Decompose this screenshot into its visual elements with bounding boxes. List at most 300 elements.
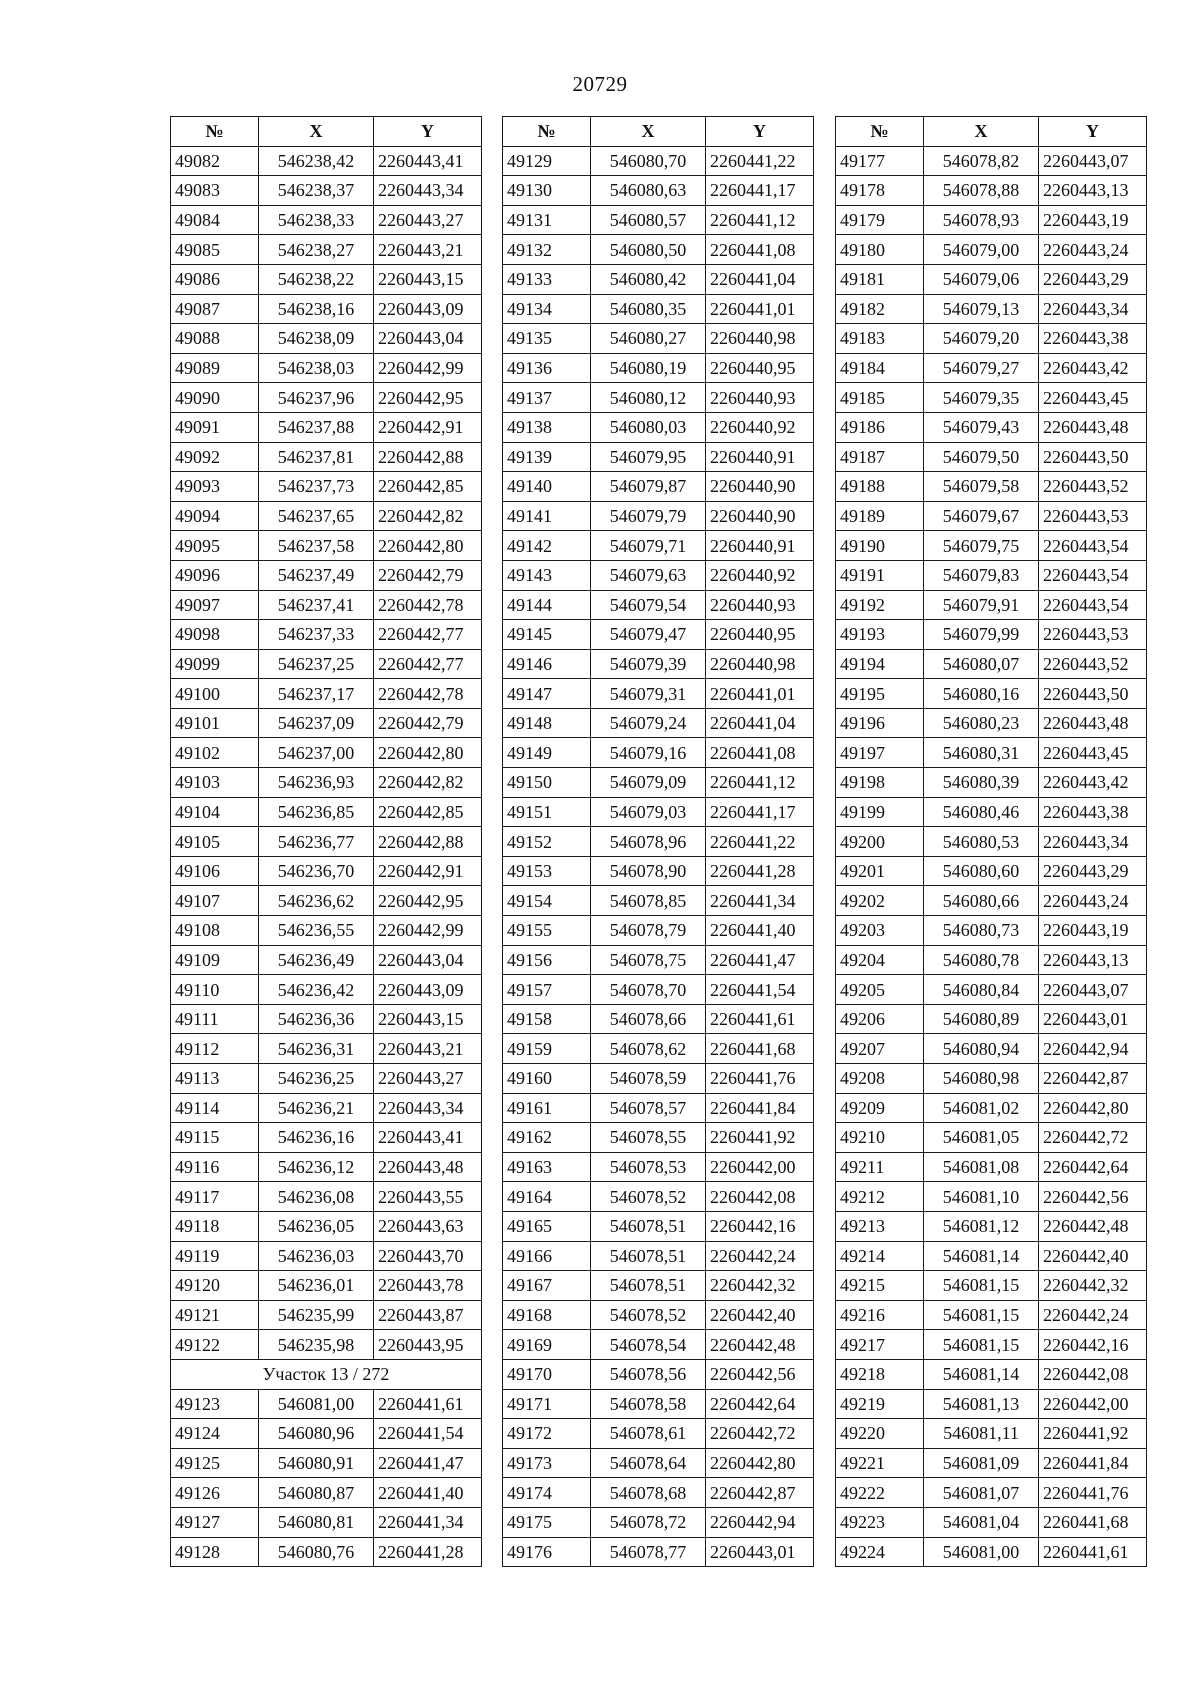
point-number: 49104 — [171, 797, 259, 827]
point-number: 49180 — [836, 235, 924, 265]
point-number: 49110 — [171, 975, 259, 1005]
point-number: 49183 — [836, 324, 924, 354]
table-row — [836, 383, 1147, 413]
point-number: 49108 — [171, 916, 259, 946]
point-number: 49085 — [171, 235, 259, 265]
header-number: № — [836, 117, 924, 147]
y-coordinate: 2260441,61 — [374, 1389, 482, 1419]
y-coordinate: 2260441,76 — [1039, 1478, 1147, 1508]
point-number: 49159 — [503, 1034, 591, 1064]
table-row — [836, 1182, 1147, 1212]
x-coordinate: 546079,63 — [591, 560, 706, 590]
y-coordinate: 2260442,95 — [374, 886, 482, 916]
point-number: 49195 — [836, 679, 924, 709]
point-number: 49133 — [503, 264, 591, 294]
point-number: 49163 — [503, 1152, 591, 1182]
y-coordinate: 2260441,92 — [706, 1123, 814, 1153]
point-number: 49100 — [171, 679, 259, 709]
y-coordinate: 2260443,41 — [374, 146, 482, 176]
point-number: 49188 — [836, 472, 924, 502]
table-row — [503, 886, 814, 916]
table-row — [836, 768, 1147, 798]
y-coordinate: 2260442,48 — [1039, 1211, 1147, 1241]
x-coordinate: 546078,96 — [591, 827, 706, 857]
y-coordinate: 2260441,92 — [1039, 1419, 1147, 1449]
point-number: 49114 — [171, 1093, 259, 1123]
table-row — [171, 649, 482, 679]
y-coordinate: 2260442,91 — [374, 856, 482, 886]
y-coordinate: 2260443,95 — [374, 1330, 482, 1360]
table-row — [836, 945, 1147, 975]
table-row — [503, 768, 814, 798]
table-body — [836, 146, 1147, 1567]
x-coordinate: 546080,94 — [924, 1034, 1039, 1064]
y-coordinate: 2260443,13 — [1039, 176, 1147, 206]
y-coordinate: 2260440,90 — [706, 501, 814, 531]
y-coordinate: 2260441,01 — [706, 294, 814, 324]
x-coordinate: 546078,77 — [591, 1537, 706, 1567]
y-coordinate: 2260442,64 — [706, 1389, 814, 1419]
y-coordinate: 2260441,01 — [706, 679, 814, 709]
header-x: X — [591, 117, 706, 147]
point-number: 49149 — [503, 738, 591, 768]
y-coordinate: 2260442,08 — [706, 1182, 814, 1212]
x-coordinate: 546236,25 — [259, 1064, 374, 1094]
x-coordinate: 546081,08 — [924, 1152, 1039, 1182]
point-number: 49127 — [171, 1507, 259, 1537]
table-row — [503, 383, 814, 413]
point-number: 49172 — [503, 1419, 591, 1449]
point-number: 49102 — [171, 738, 259, 768]
x-coordinate: 546079,47 — [591, 620, 706, 650]
point-number: 49124 — [171, 1419, 259, 1449]
x-coordinate: 546080,96 — [259, 1419, 374, 1449]
y-coordinate: 2260442,95 — [374, 383, 482, 413]
point-number: 49182 — [836, 294, 924, 324]
table-row — [503, 294, 814, 324]
point-number: 49158 — [503, 1004, 591, 1034]
y-coordinate: 2260443,54 — [1039, 531, 1147, 561]
x-coordinate: 546081,15 — [924, 1300, 1039, 1330]
y-coordinate: 2260443,63 — [374, 1211, 482, 1241]
point-number: 49173 — [503, 1448, 591, 1478]
y-coordinate: 2260443,24 — [1039, 886, 1147, 916]
table-row — [836, 1507, 1147, 1537]
table-row — [171, 708, 482, 738]
y-coordinate: 2260442,24 — [706, 1241, 814, 1271]
y-coordinate: 2260443,48 — [1039, 708, 1147, 738]
point-number: 49204 — [836, 945, 924, 975]
x-coordinate: 546079,79 — [591, 501, 706, 531]
x-coordinate: 546078,52 — [591, 1300, 706, 1330]
x-coordinate: 546237,81 — [259, 442, 374, 472]
point-number: 49096 — [171, 560, 259, 590]
table-row — [171, 324, 482, 354]
point-number: 49106 — [171, 856, 259, 886]
x-coordinate: 546079,09 — [591, 768, 706, 798]
point-number: 49198 — [836, 768, 924, 798]
table-row — [836, 264, 1147, 294]
table-row — [503, 1093, 814, 1123]
x-coordinate: 546079,91 — [924, 590, 1039, 620]
x-coordinate: 546237,41 — [259, 590, 374, 620]
x-coordinate: 546079,03 — [591, 797, 706, 827]
x-coordinate: 546080,23 — [924, 708, 1039, 738]
y-coordinate: 2260441,08 — [706, 738, 814, 768]
x-coordinate: 546080,42 — [591, 264, 706, 294]
x-coordinate: 546080,60 — [924, 856, 1039, 886]
y-coordinate: 2260442,80 — [374, 531, 482, 561]
point-number: 49168 — [503, 1300, 591, 1330]
x-coordinate: 546081,07 — [924, 1478, 1039, 1508]
y-coordinate: 2260443,52 — [1039, 649, 1147, 679]
x-coordinate: 546080,16 — [924, 679, 1039, 709]
table-row — [503, 975, 814, 1005]
y-coordinate: 2260441,40 — [706, 916, 814, 946]
point-number: 49146 — [503, 649, 591, 679]
x-coordinate: 546079,95 — [591, 442, 706, 472]
y-coordinate: 2260441,22 — [706, 827, 814, 857]
header-number: № — [503, 117, 591, 147]
table-row — [171, 1271, 482, 1301]
point-number: 49089 — [171, 353, 259, 383]
table-row — [171, 768, 482, 798]
table-row — [171, 472, 482, 502]
point-number: 49209 — [836, 1093, 924, 1123]
x-coordinate: 546238,42 — [259, 146, 374, 176]
point-number: 49105 — [171, 827, 259, 857]
table-row — [171, 383, 482, 413]
x-coordinate: 546079,31 — [591, 679, 706, 709]
table-row — [503, 1123, 814, 1153]
x-coordinate: 546081,09 — [924, 1448, 1039, 1478]
point-number: 49223 — [836, 1507, 924, 1537]
x-coordinate: 546079,58 — [924, 472, 1039, 502]
table-row — [836, 886, 1147, 916]
y-coordinate: 2260441,08 — [706, 235, 814, 265]
y-coordinate: 2260443,04 — [374, 945, 482, 975]
point-number: 49200 — [836, 827, 924, 857]
point-number: 49136 — [503, 353, 591, 383]
y-coordinate: 2260442,88 — [374, 827, 482, 857]
y-coordinate: 2260442,88 — [374, 442, 482, 472]
header-x: X — [924, 117, 1039, 147]
point-number: 49098 — [171, 620, 259, 650]
table-row — [503, 353, 814, 383]
point-number: 49135 — [503, 324, 591, 354]
point-number: 49197 — [836, 738, 924, 768]
y-coordinate: 2260440,91 — [706, 442, 814, 472]
table-row — [503, 531, 814, 561]
table-row — [171, 945, 482, 975]
point-number: 49215 — [836, 1271, 924, 1301]
y-coordinate: 2260443,07 — [1039, 146, 1147, 176]
y-coordinate: 2260443,41 — [374, 1123, 482, 1153]
point-number: 49087 — [171, 294, 259, 324]
point-number: 49118 — [171, 1211, 259, 1241]
x-coordinate: 546080,91 — [259, 1448, 374, 1478]
y-coordinate: 2260442,56 — [1039, 1182, 1147, 1212]
y-coordinate: 2260443,19 — [1039, 916, 1147, 946]
x-coordinate: 546080,76 — [259, 1537, 374, 1567]
x-coordinate: 546078,58 — [591, 1389, 706, 1419]
y-coordinate: 2260442,80 — [374, 738, 482, 768]
point-number: 49088 — [171, 324, 259, 354]
y-coordinate: 2260442,08 — [1039, 1359, 1147, 1389]
point-number: 49139 — [503, 442, 591, 472]
point-number: 49147 — [503, 679, 591, 709]
point-number: 49210 — [836, 1123, 924, 1153]
table-row — [503, 945, 814, 975]
y-coordinate: 2260442,94 — [1039, 1034, 1147, 1064]
x-coordinate: 546238,09 — [259, 324, 374, 354]
table-row — [171, 1241, 482, 1271]
point-number: 49145 — [503, 620, 591, 650]
y-coordinate: 2260440,92 — [706, 412, 814, 442]
table-row — [171, 856, 482, 886]
point-number: 49179 — [836, 205, 924, 235]
y-coordinate: 2260442,64 — [1039, 1152, 1147, 1182]
header-y: Y — [374, 117, 482, 147]
y-coordinate: 2260442,40 — [706, 1300, 814, 1330]
table-row — [503, 1211, 814, 1241]
y-coordinate: 2260440,95 — [706, 620, 814, 650]
y-coordinate: 2260442,99 — [374, 916, 482, 946]
x-coordinate: 546079,16 — [591, 738, 706, 768]
x-coordinate: 546081,13 — [924, 1389, 1039, 1419]
x-coordinate: 546079,27 — [924, 353, 1039, 383]
y-coordinate: 2260440,90 — [706, 472, 814, 502]
x-coordinate: 546078,90 — [591, 856, 706, 886]
point-number: 49103 — [171, 768, 259, 798]
x-coordinate: 546080,89 — [924, 1004, 1039, 1034]
section-header-row — [171, 1359, 482, 1389]
page-number: 20729 — [572, 72, 628, 96]
point-number: 49187 — [836, 442, 924, 472]
y-coordinate: 2260443,34 — [1039, 827, 1147, 857]
x-coordinate: 546081,15 — [924, 1330, 1039, 1360]
y-coordinate: 2260443,48 — [374, 1152, 482, 1182]
table-row — [836, 472, 1147, 502]
x-coordinate: 546080,84 — [924, 975, 1039, 1005]
x-coordinate: 546080,07 — [924, 649, 1039, 679]
x-coordinate: 546235,98 — [259, 1330, 374, 1360]
x-coordinate: 546237,09 — [259, 708, 374, 738]
y-coordinate: 2260440,95 — [706, 353, 814, 383]
table-row — [171, 235, 482, 265]
y-coordinate: 2260442,00 — [706, 1152, 814, 1182]
table-row — [171, 827, 482, 857]
table-row — [503, 590, 814, 620]
table-row — [171, 1330, 482, 1360]
point-number: 49131 — [503, 205, 591, 235]
y-coordinate: 2260443,48 — [1039, 412, 1147, 442]
point-number: 49115 — [171, 1123, 259, 1153]
table-row — [836, 1448, 1147, 1478]
table-row — [503, 412, 814, 442]
point-number: 49165 — [503, 1211, 591, 1241]
table-row — [171, 531, 482, 561]
x-coordinate: 546078,66 — [591, 1004, 706, 1034]
point-number: 49170 — [503, 1359, 591, 1389]
y-coordinate: 2260443,21 — [374, 1034, 482, 1064]
table-header-row — [171, 117, 482, 147]
x-coordinate: 546080,31 — [924, 738, 1039, 768]
x-coordinate: 546079,00 — [924, 235, 1039, 265]
point-number: 49150 — [503, 768, 591, 798]
table-row — [836, 1034, 1147, 1064]
point-number: 49214 — [836, 1241, 924, 1271]
table-row — [836, 531, 1147, 561]
y-coordinate: 2260443,38 — [1039, 324, 1147, 354]
table-row — [503, 679, 814, 709]
y-coordinate: 2260442,87 — [706, 1478, 814, 1508]
y-coordinate: 2260442,78 — [374, 590, 482, 620]
table-body — [171, 146, 482, 1567]
x-coordinate: 546238,03 — [259, 353, 374, 383]
point-number: 49224 — [836, 1537, 924, 1567]
table-row — [503, 1448, 814, 1478]
x-coordinate: 546078,72 — [591, 1507, 706, 1537]
x-coordinate: 546078,61 — [591, 1419, 706, 1449]
x-coordinate: 546080,53 — [924, 827, 1039, 857]
y-coordinate: 2260442,85 — [374, 472, 482, 502]
x-coordinate: 546237,49 — [259, 560, 374, 590]
table-row — [503, 146, 814, 176]
y-coordinate: 2260441,54 — [706, 975, 814, 1005]
x-coordinate: 546081,00 — [924, 1537, 1039, 1567]
table-row — [836, 1004, 1147, 1034]
table-row — [171, 353, 482, 383]
x-coordinate: 546081,10 — [924, 1182, 1039, 1212]
point-number: 49141 — [503, 501, 591, 531]
x-coordinate: 546080,50 — [591, 235, 706, 265]
x-coordinate: 546079,54 — [591, 590, 706, 620]
y-coordinate: 2260442,91 — [374, 412, 482, 442]
y-coordinate: 2260443,34 — [374, 1093, 482, 1123]
point-number: 49142 — [503, 531, 591, 561]
y-coordinate: 2260443,50 — [1039, 679, 1147, 709]
point-number: 49116 — [171, 1152, 259, 1182]
y-coordinate: 2260442,82 — [374, 501, 482, 531]
y-coordinate: 2260441,22 — [706, 146, 814, 176]
x-coordinate: 546078,93 — [924, 205, 1039, 235]
x-coordinate: 546078,56 — [591, 1359, 706, 1389]
table-row — [171, 886, 482, 916]
point-number: 49123 — [171, 1389, 259, 1419]
table-row — [836, 916, 1147, 946]
table-row — [171, 1064, 482, 1094]
point-number: 49184 — [836, 353, 924, 383]
y-coordinate: 2260441,61 — [706, 1004, 814, 1034]
y-coordinate: 2260443,42 — [1039, 768, 1147, 798]
y-coordinate: 2260443,15 — [374, 1004, 482, 1034]
y-coordinate: 2260443,15 — [374, 264, 482, 294]
table-row — [171, 1034, 482, 1064]
point-number: 49185 — [836, 383, 924, 413]
table-row — [503, 1034, 814, 1064]
x-coordinate: 546238,33 — [259, 205, 374, 235]
table-row — [836, 1241, 1147, 1271]
x-coordinate: 546236,42 — [259, 975, 374, 1005]
table-row — [503, 472, 814, 502]
x-coordinate: 546078,82 — [924, 146, 1039, 176]
y-coordinate: 2260443,34 — [1039, 294, 1147, 324]
y-coordinate: 2260443,34 — [374, 176, 482, 206]
x-coordinate: 546238,37 — [259, 176, 374, 206]
x-coordinate: 546236,93 — [259, 768, 374, 798]
table-row — [503, 649, 814, 679]
point-number: 49201 — [836, 856, 924, 886]
y-coordinate: 2260442,72 — [1039, 1123, 1147, 1153]
table-row — [171, 146, 482, 176]
x-coordinate: 546081,12 — [924, 1211, 1039, 1241]
y-coordinate: 2260441,68 — [706, 1034, 814, 1064]
x-coordinate: 546078,51 — [591, 1241, 706, 1271]
y-coordinate: 2260442,82 — [374, 768, 482, 798]
table-row — [836, 501, 1147, 531]
x-coordinate: 546081,11 — [924, 1419, 1039, 1449]
table-header-row — [503, 117, 814, 147]
point-number: 49222 — [836, 1478, 924, 1508]
y-coordinate: 2260441,47 — [706, 945, 814, 975]
point-number: 49205 — [836, 975, 924, 1005]
x-coordinate: 546081,14 — [924, 1241, 1039, 1271]
y-coordinate: 2260443,55 — [374, 1182, 482, 1212]
y-coordinate: 2260442,80 — [1039, 1093, 1147, 1123]
point-number: 49086 — [171, 264, 259, 294]
y-coordinate: 2260443,29 — [1039, 264, 1147, 294]
point-number: 49109 — [171, 945, 259, 975]
table-row — [836, 442, 1147, 472]
y-coordinate: 2260443,29 — [1039, 856, 1147, 886]
y-coordinate: 2260442,85 — [374, 797, 482, 827]
x-coordinate: 546236,01 — [259, 1271, 374, 1301]
coordinates-table-2 — [502, 116, 814, 1567]
point-number: 49113 — [171, 1064, 259, 1094]
table-row — [836, 1093, 1147, 1123]
x-coordinate: 546236,55 — [259, 916, 374, 946]
table-row — [836, 1419, 1147, 1449]
y-coordinate: 2260441,12 — [706, 205, 814, 235]
table-row — [171, 176, 482, 206]
table-body — [503, 146, 814, 1567]
x-coordinate: 546236,21 — [259, 1093, 374, 1123]
y-coordinate: 2260443,53 — [1039, 501, 1147, 531]
y-coordinate: 2260440,93 — [706, 590, 814, 620]
y-coordinate: 2260442,80 — [706, 1448, 814, 1478]
x-coordinate: 546078,53 — [591, 1152, 706, 1182]
x-coordinate: 546080,63 — [591, 176, 706, 206]
table-row — [503, 1182, 814, 1212]
y-coordinate: 2260442,32 — [706, 1271, 814, 1301]
point-number: 49175 — [503, 1507, 591, 1537]
x-coordinate: 546080,78 — [924, 945, 1039, 975]
table-row — [503, 235, 814, 265]
y-coordinate: 2260443,07 — [1039, 975, 1147, 1005]
table-row — [503, 708, 814, 738]
x-coordinate: 546080,81 — [259, 1507, 374, 1537]
y-coordinate: 2260443,27 — [374, 205, 482, 235]
point-number: 49177 — [836, 146, 924, 176]
x-coordinate: 546237,73 — [259, 472, 374, 502]
y-coordinate: 2260443,27 — [374, 1064, 482, 1094]
y-coordinate: 2260443,01 — [706, 1537, 814, 1567]
y-coordinate: 2260441,61 — [1039, 1537, 1147, 1567]
table-row — [836, 294, 1147, 324]
table-row — [836, 620, 1147, 650]
table-row — [171, 264, 482, 294]
